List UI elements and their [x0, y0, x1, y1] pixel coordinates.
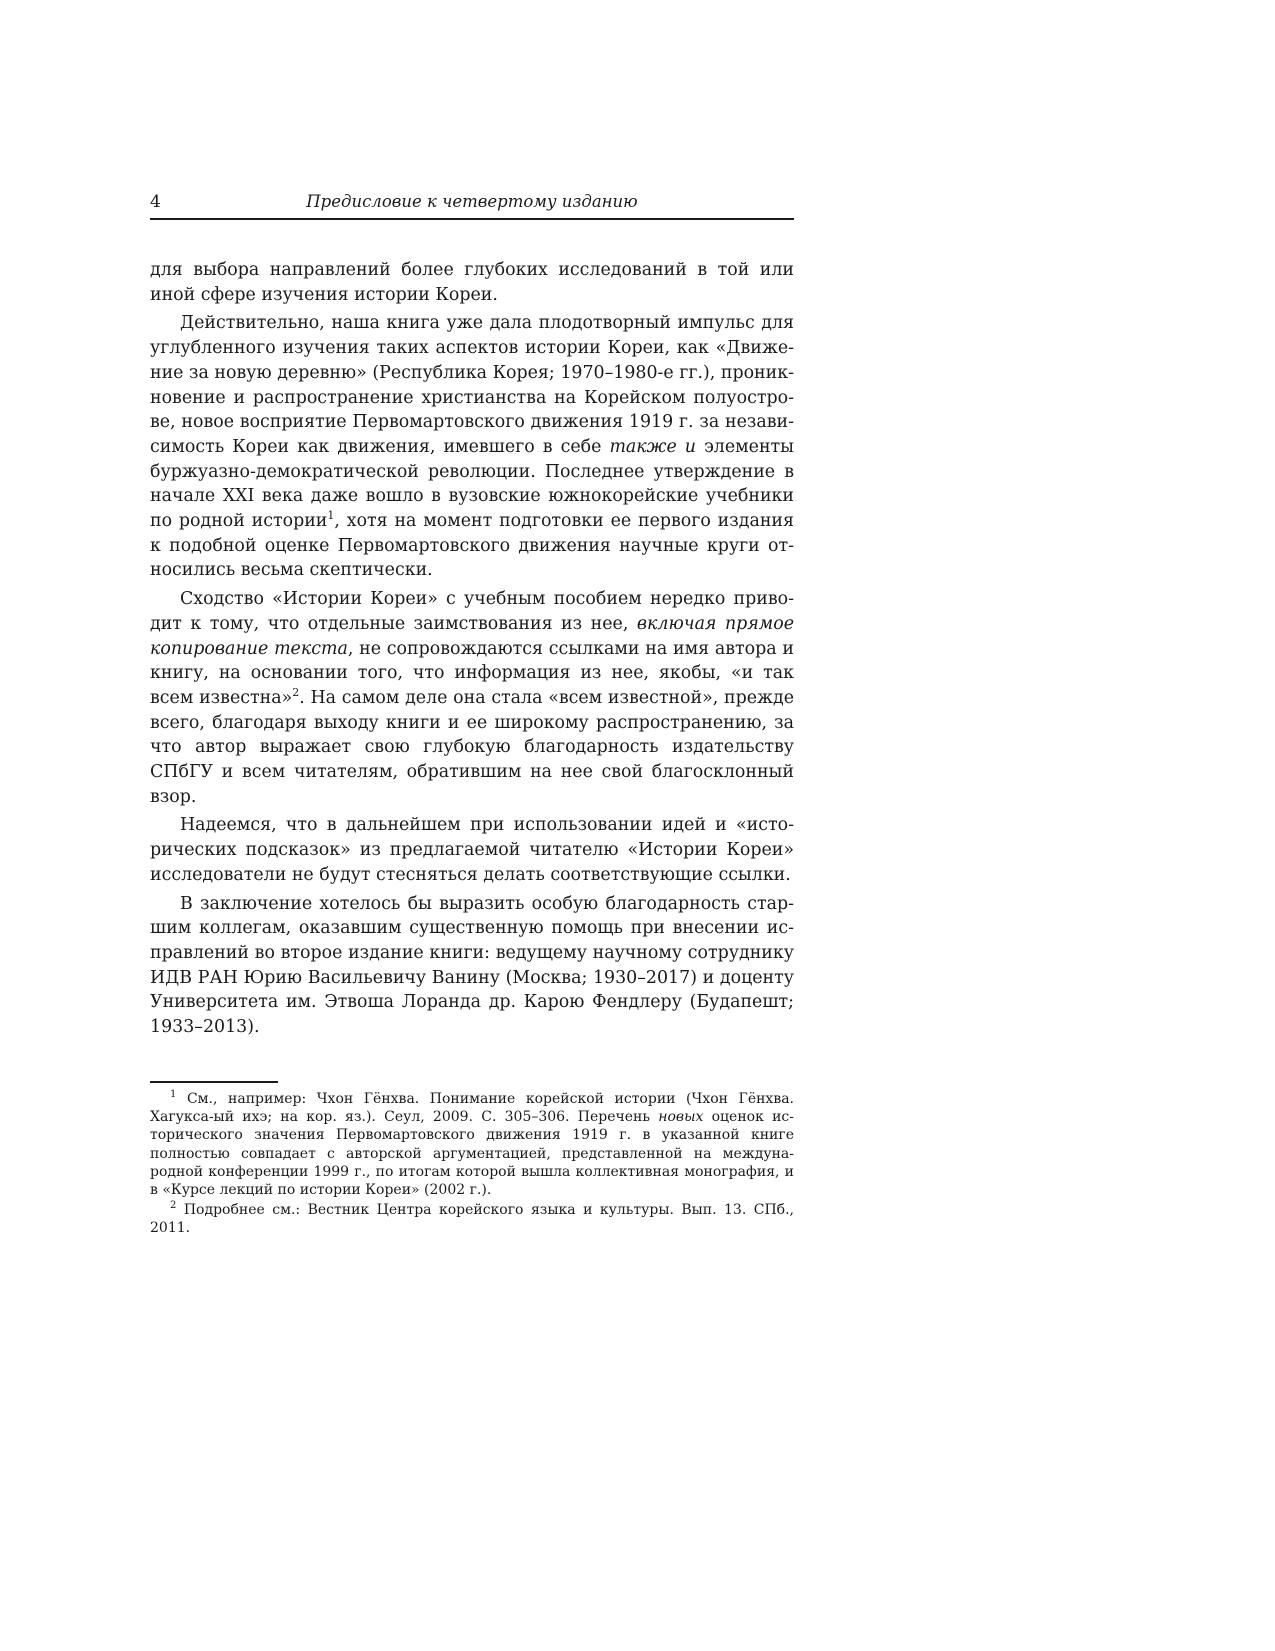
paragraph-3-text-b: , не сопровождаются ссылками на имя автора и книгу, на основании того, что информация из нее, якобы, «и так всем известна» [150, 638, 794, 708]
footnote-2-text: Подробнее см.: Вестник Центра корейского языка и культуры. Вып. 13. СПб., 2011. [150, 1202, 794, 1237]
running-title: Предисловие к четвертому изданию [306, 192, 638, 211]
paragraph-2 [150, 311, 794, 583]
paragraph-1-text: для выбора направлений более глубоких исследований в той или иной сфере изучения истории Кореи. [150, 260, 794, 305]
footnotes [150, 1090, 794, 1240]
footnote-separator [150, 1081, 278, 1083]
paragraph-2-text-c: , хотя на момент подготовки ее первого издания к подобной оценке Первомартовского движения научные круги относились весьма скептически. [150, 511, 794, 581]
paragraph-4 [150, 813, 794, 887]
main-text [150, 258, 794, 1044]
footnote-1-emphasis: новых [658, 1109, 704, 1126]
paragraph-5 [150, 892, 794, 1040]
footnote-1-text-b: оценок исторического значения Первомартовского движения 1919 г. в указанной книге полностью совпадает с авторской аргументацией, представленной на международной конференции 1999 г., по итогам которой вышла коллективная монография, и в «Курсе лекций по истории Кореи» (2002 г.). [150, 1109, 794, 1199]
footnote-ref-2[interactable]: 2 [292, 685, 300, 699]
footnote-2-number: 2 [170, 1200, 177, 1212]
paragraph-2-emphasis: также и [609, 436, 696, 457]
footnote-1 [150, 1090, 794, 1199]
paragraph-3-emphasis: включая прямое копирование текста [150, 613, 794, 659]
paragraph-1 [150, 258, 794, 307]
paragraph-2-text-a: Действительно, наша книга уже дала плодотворный импульс для углубленного изучения таких аспектов истории Кореи, как «Движение за новую деревню» (Республика Корея; 1970–1980-е гг.), проникновение и распространение христианства на Корейском полуострове, новое восприятие Первомартовского движения 1919 г. за независимость Кореи как движения, имевшего в себе [150, 313, 794, 457]
paragraph-2-text-b: элементы буржуазно-демократической революции. Последнее утверждение в начале XXI века даже вошло в вузовские южнокорейские учебники по родной истории [150, 436, 795, 532]
paragraph-3-text-c: . На самом деле она стала «всем известной», прежде всего, благодаря выходу книги и ее широкому распространению, за что автор выражает свою глубокую благодарность издательству СПбГУ и всем читателям, обратившим на нее свой благосклонный взор. [150, 687, 794, 807]
paragraph-3-text-a: Сходство «Истории Кореи» с учебным пособием нередко приводит к тому, что отдельные заимствования из нее, [150, 589, 794, 634]
footnote-ref-1[interactable]: 1 [327, 509, 335, 523]
page-number: 4 [150, 192, 161, 212]
footnote-1-text-a: См., например: Чхон Гёнхва. Понимание корейской истории (Чхон Гёнхва. Хагукса-ый ихэ; на кор. яз.). Сеул, 2009. С. 305–306. Перечень [150, 1091, 795, 1126]
page-header [150, 190, 794, 220]
paragraph-4-text: Надеемся, что в дальнейшем при использовании идей и «исторических подсказок» из предлагаемой читателю «Истории Кореи» исследователи не будут стесняться делать соответствующие ссылки. [150, 815, 794, 885]
paragraph-5-text: В заключение хотелось бы выразить особую благодарность старшим коллегам, оказавшим существенную помощь при внесении исправлений во второе издание книги: ведущему научному сотруднику ИДВ РАН Юрию Васильевичу Ванину (Москва; 1930–2017) и доценту Университета им. Этвоша Лоранда др. Карою Фендлеру (Будапешт; 1933–2013). [150, 893, 794, 1038]
footnote-2 [150, 1201, 794, 1237]
paragraph-3 [150, 587, 794, 809]
footnote-1-number: 1 [170, 1089, 177, 1100]
